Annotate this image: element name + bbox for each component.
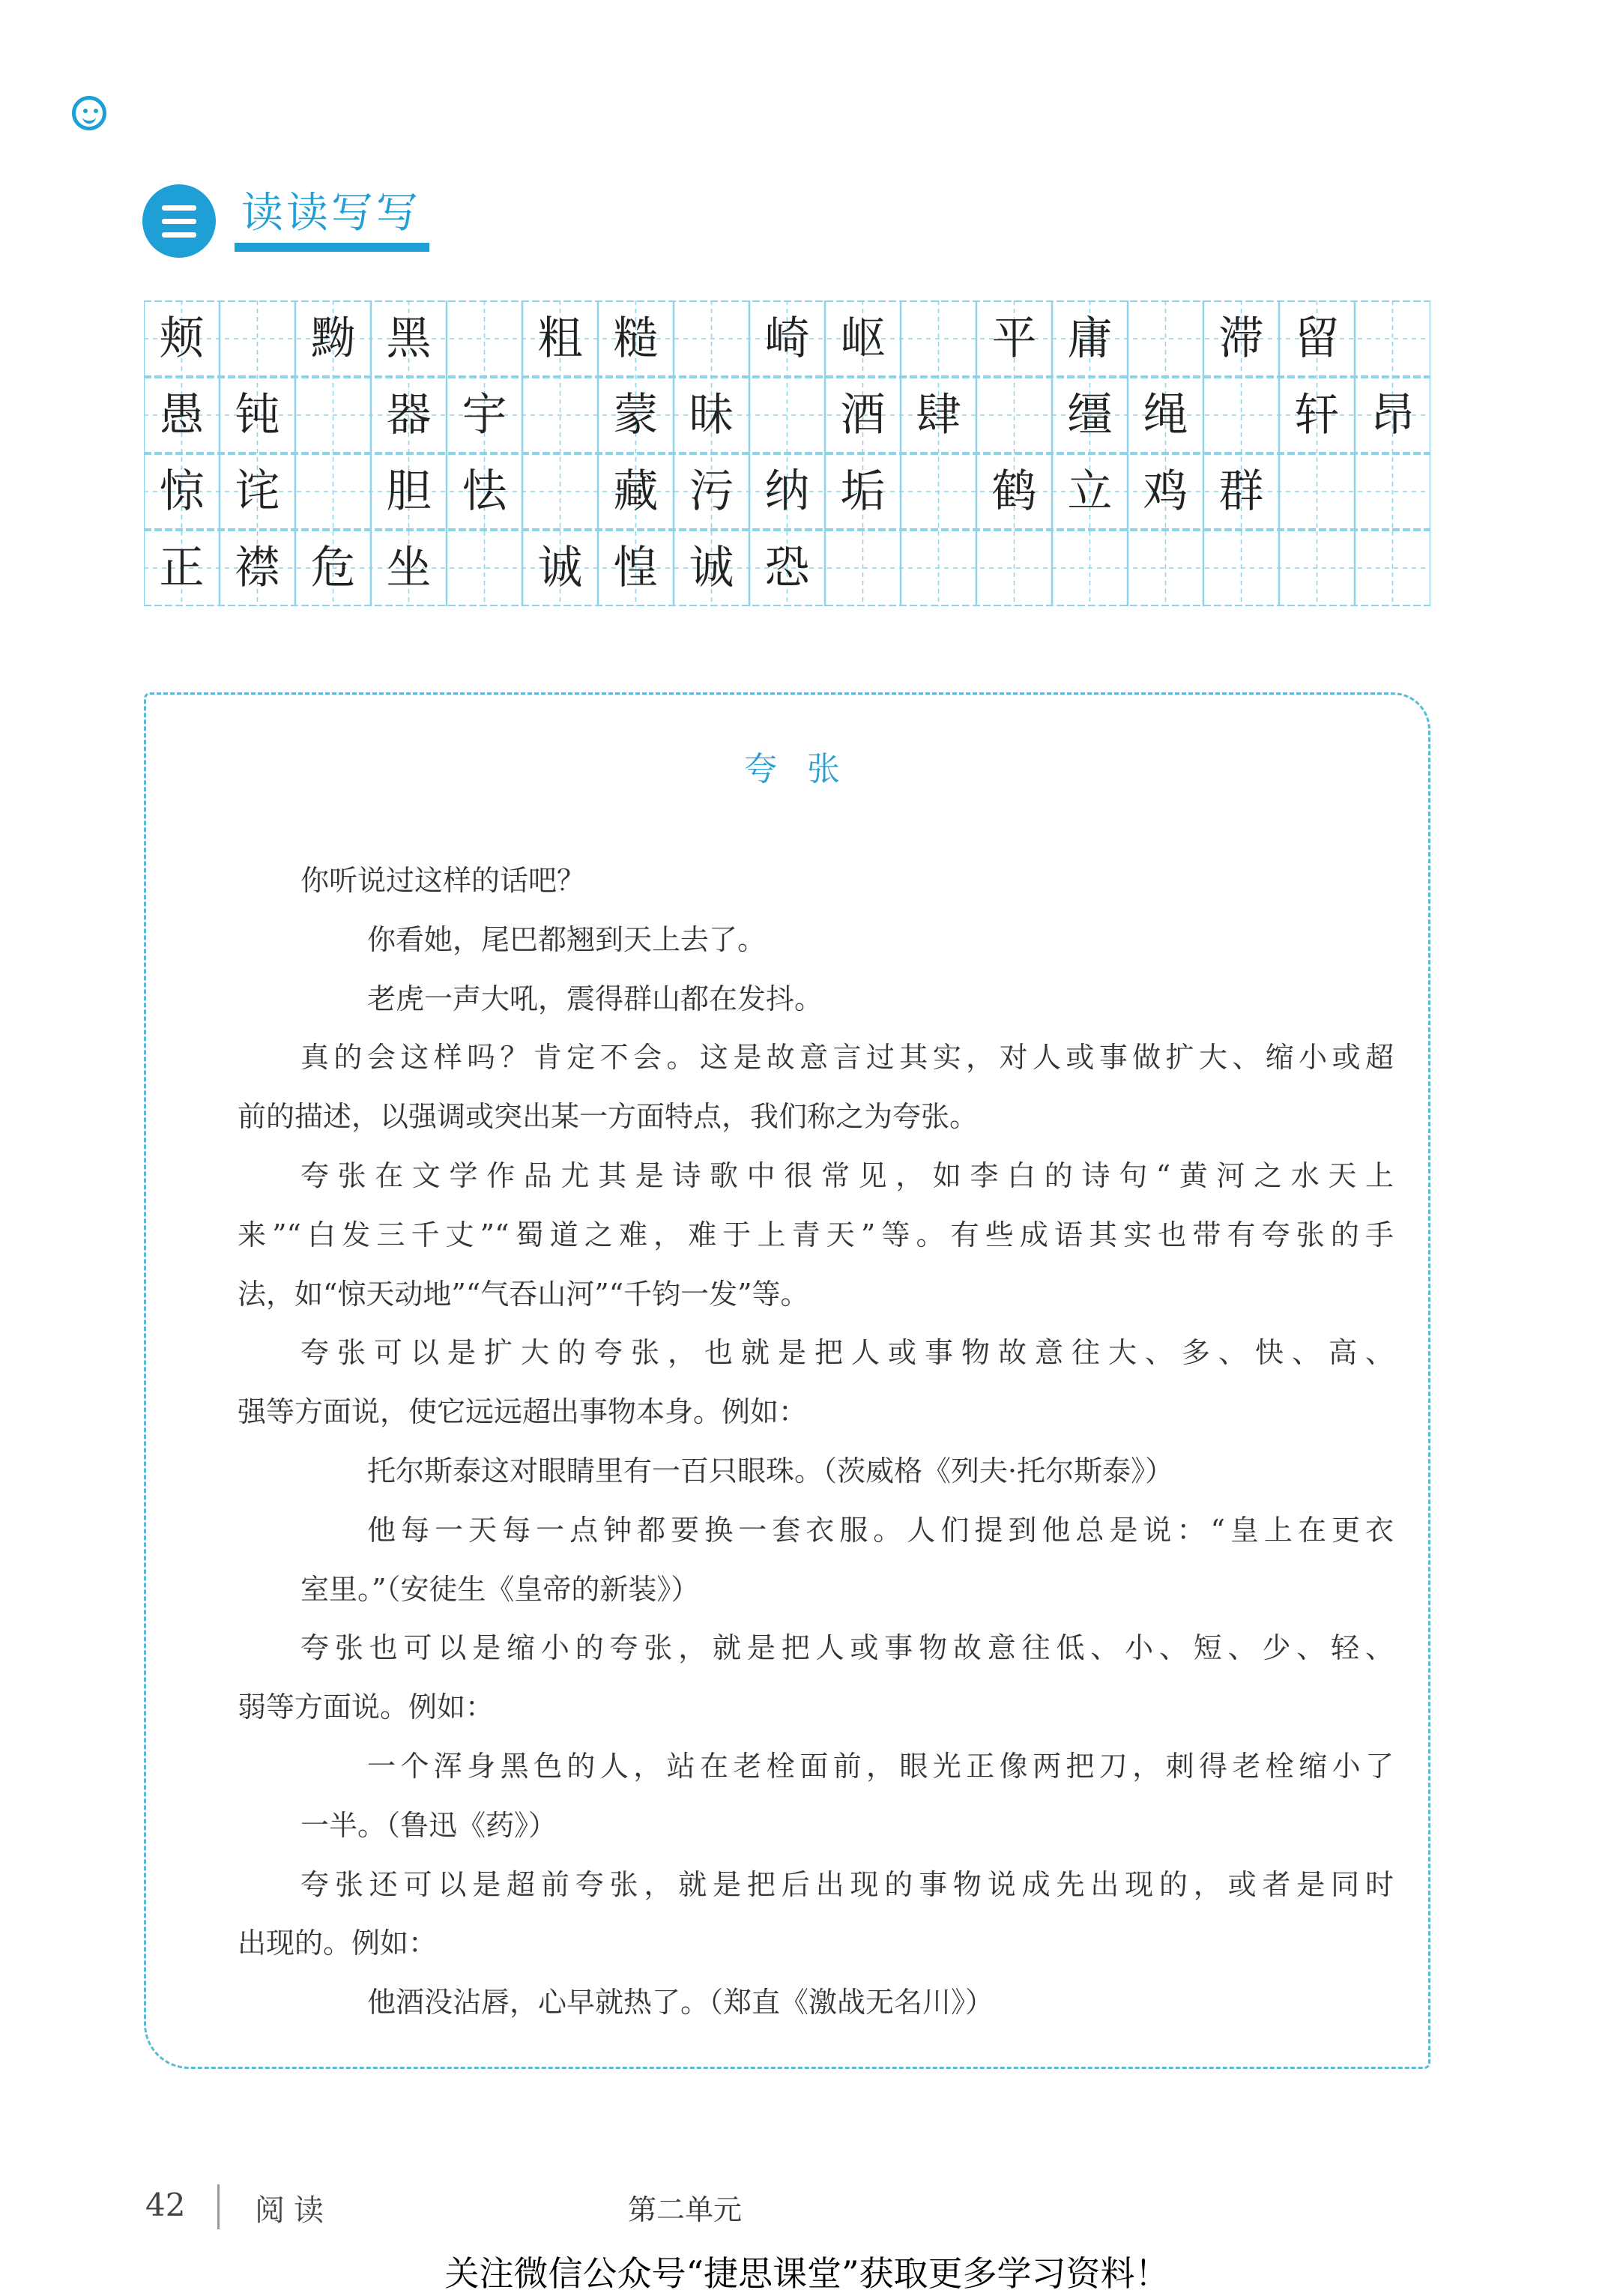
grid-character: 藏 xyxy=(613,465,659,518)
section-title: 读读写写 xyxy=(241,189,421,238)
grid-character: 危 xyxy=(310,542,356,594)
grid-character: 留 xyxy=(1294,312,1340,365)
article-title: 夸张 xyxy=(744,750,870,788)
smiley-icon xyxy=(72,96,106,130)
smiley-mouth xyxy=(82,113,96,124)
article-line: 法，如“惊天动地”“气吞山河”“千钧一发”等。 xyxy=(238,1277,809,1311)
grid-character: 鸡 xyxy=(1143,465,1188,518)
grid-character: 正 xyxy=(159,542,205,594)
article-line: 一半。（鲁迅《药》） xyxy=(300,1808,557,1842)
article-line: 一个浑身黑色的人，站在老栓面前，眼光正像两把刀，刺得老栓缩小了 xyxy=(367,1750,1394,1783)
grid-character: 惶 xyxy=(613,542,659,594)
grid-character: 滞 xyxy=(1218,312,1264,365)
article-line: 他每一天每一点钟都要换一套衣服。人们提到他总是说：“皇上在更衣 xyxy=(367,1513,1394,1547)
grid-character: 坐 xyxy=(386,542,432,594)
grid-character: 黑 xyxy=(386,312,432,365)
stroke xyxy=(162,232,196,238)
grid-character: 诧 xyxy=(235,465,280,518)
article-line: 前的描述，以强调或突出某一方面特点，我们称之为夸张。 xyxy=(238,1100,979,1134)
grid-character: 立 xyxy=(1067,465,1113,518)
grid-character: 糙 xyxy=(613,312,659,365)
grid-character: 诚 xyxy=(537,542,583,594)
grid-character: 垢 xyxy=(840,465,886,518)
grid-character: 绳 xyxy=(1143,389,1188,441)
grid-character: 庸 xyxy=(1067,312,1113,365)
section-title-underline xyxy=(235,243,429,252)
article-line: 他酒没沾唇，心早就热了。（郑直《激战无名川》） xyxy=(367,1986,994,2019)
grid-character: 黝 xyxy=(310,312,356,365)
footer-divider xyxy=(217,2184,220,2229)
article-line: 夸张可以是扩大的夸张，也就是把人或事物故意往大、多、快、高、 xyxy=(300,1336,1394,1370)
grid-character: 缰 xyxy=(1067,389,1113,441)
grid-character: 群 xyxy=(1218,465,1264,518)
article-line: 老虎一声大吼，震得群山都在发抖。 xyxy=(367,982,823,1015)
article-line: 出现的。例如： xyxy=(238,1927,438,1960)
grid-character: 宇 xyxy=(462,389,507,441)
grid-character: 纳 xyxy=(764,465,810,518)
article-line: 真的会这样吗？肯定不会。这是故意言过其实，对人或事做扩大、缩小或超 xyxy=(300,1041,1394,1075)
grid-character: 粗 xyxy=(537,312,583,365)
stroke xyxy=(162,219,196,224)
article-line: 室里。”（安徒生《皇帝的新装》） xyxy=(300,1572,700,1606)
grid-character: 岖 xyxy=(840,312,886,365)
grid-character: 昂 xyxy=(1370,389,1415,441)
grid-character: 平 xyxy=(991,312,1037,365)
grid-character: 胆 xyxy=(386,465,432,518)
grid-character: 恐 xyxy=(764,542,810,594)
footer-unit: 第二单元 xyxy=(628,2193,743,2226)
article-line: 你听说过这样的话吧？ xyxy=(300,864,586,897)
section-number-three-icon xyxy=(142,184,216,258)
grid-character: 诚 xyxy=(689,542,734,594)
grid-character: 肆 xyxy=(916,389,961,441)
grid-character: 酒 xyxy=(840,389,886,441)
grid-character: 污 xyxy=(689,465,734,518)
grid-character: 钝 xyxy=(235,389,280,441)
grid-character: 昧 xyxy=(689,389,734,441)
grid-character: 怯 xyxy=(462,465,507,518)
stroke xyxy=(162,205,196,211)
article-line: 托尔斯泰这对眼睛里有一百只眼珠。（茨威格《列夫·托尔斯泰》） xyxy=(367,1454,1174,1487)
page-number: 42 xyxy=(145,2187,186,2223)
grid-character: 惊 xyxy=(159,465,205,518)
grid-character: 蒙 xyxy=(613,389,659,441)
article-line: 强等方面说，使它远远超出事物本身。例如： xyxy=(238,1395,808,1429)
grid-character: 愚 xyxy=(159,389,205,441)
article-line: 你看她，尾巴都翘到天上去了。 xyxy=(367,922,767,956)
word-grid xyxy=(144,300,1430,606)
grid-character: 轩 xyxy=(1294,389,1340,441)
watermark-text: 关注微信公众号“捷思课堂”获取更多学习资料！ xyxy=(444,2253,1170,2294)
grid-character: 襟 xyxy=(235,542,280,594)
grid-character: 鹤 xyxy=(991,465,1037,518)
grid-character: 崎 xyxy=(764,312,810,365)
article-line: 来”“白发三千丈”“蜀道之难，难于上青天”等。有些成语其实也带有夸张的手 xyxy=(238,1218,1394,1251)
article-line: 弱等方面说。例如： xyxy=(238,1691,495,1724)
grid-character: 器 xyxy=(386,389,432,441)
grid-character: 颊 xyxy=(159,312,205,365)
article-line: 夸张还可以是超前夸张，就是把后出现的事物说成先出现的，或者是同时 xyxy=(300,1867,1394,1901)
article-line: 夸张在文学作品尤其是诗歌中很常见，如李白的诗句“黄河之水天上 xyxy=(300,1159,1394,1192)
footer-section: 阅读 xyxy=(255,2193,333,2228)
article-line: 夸张也可以是缩小的夸张，就是把人或事物故意往低、小、短、少、轻、 xyxy=(300,1631,1394,1665)
